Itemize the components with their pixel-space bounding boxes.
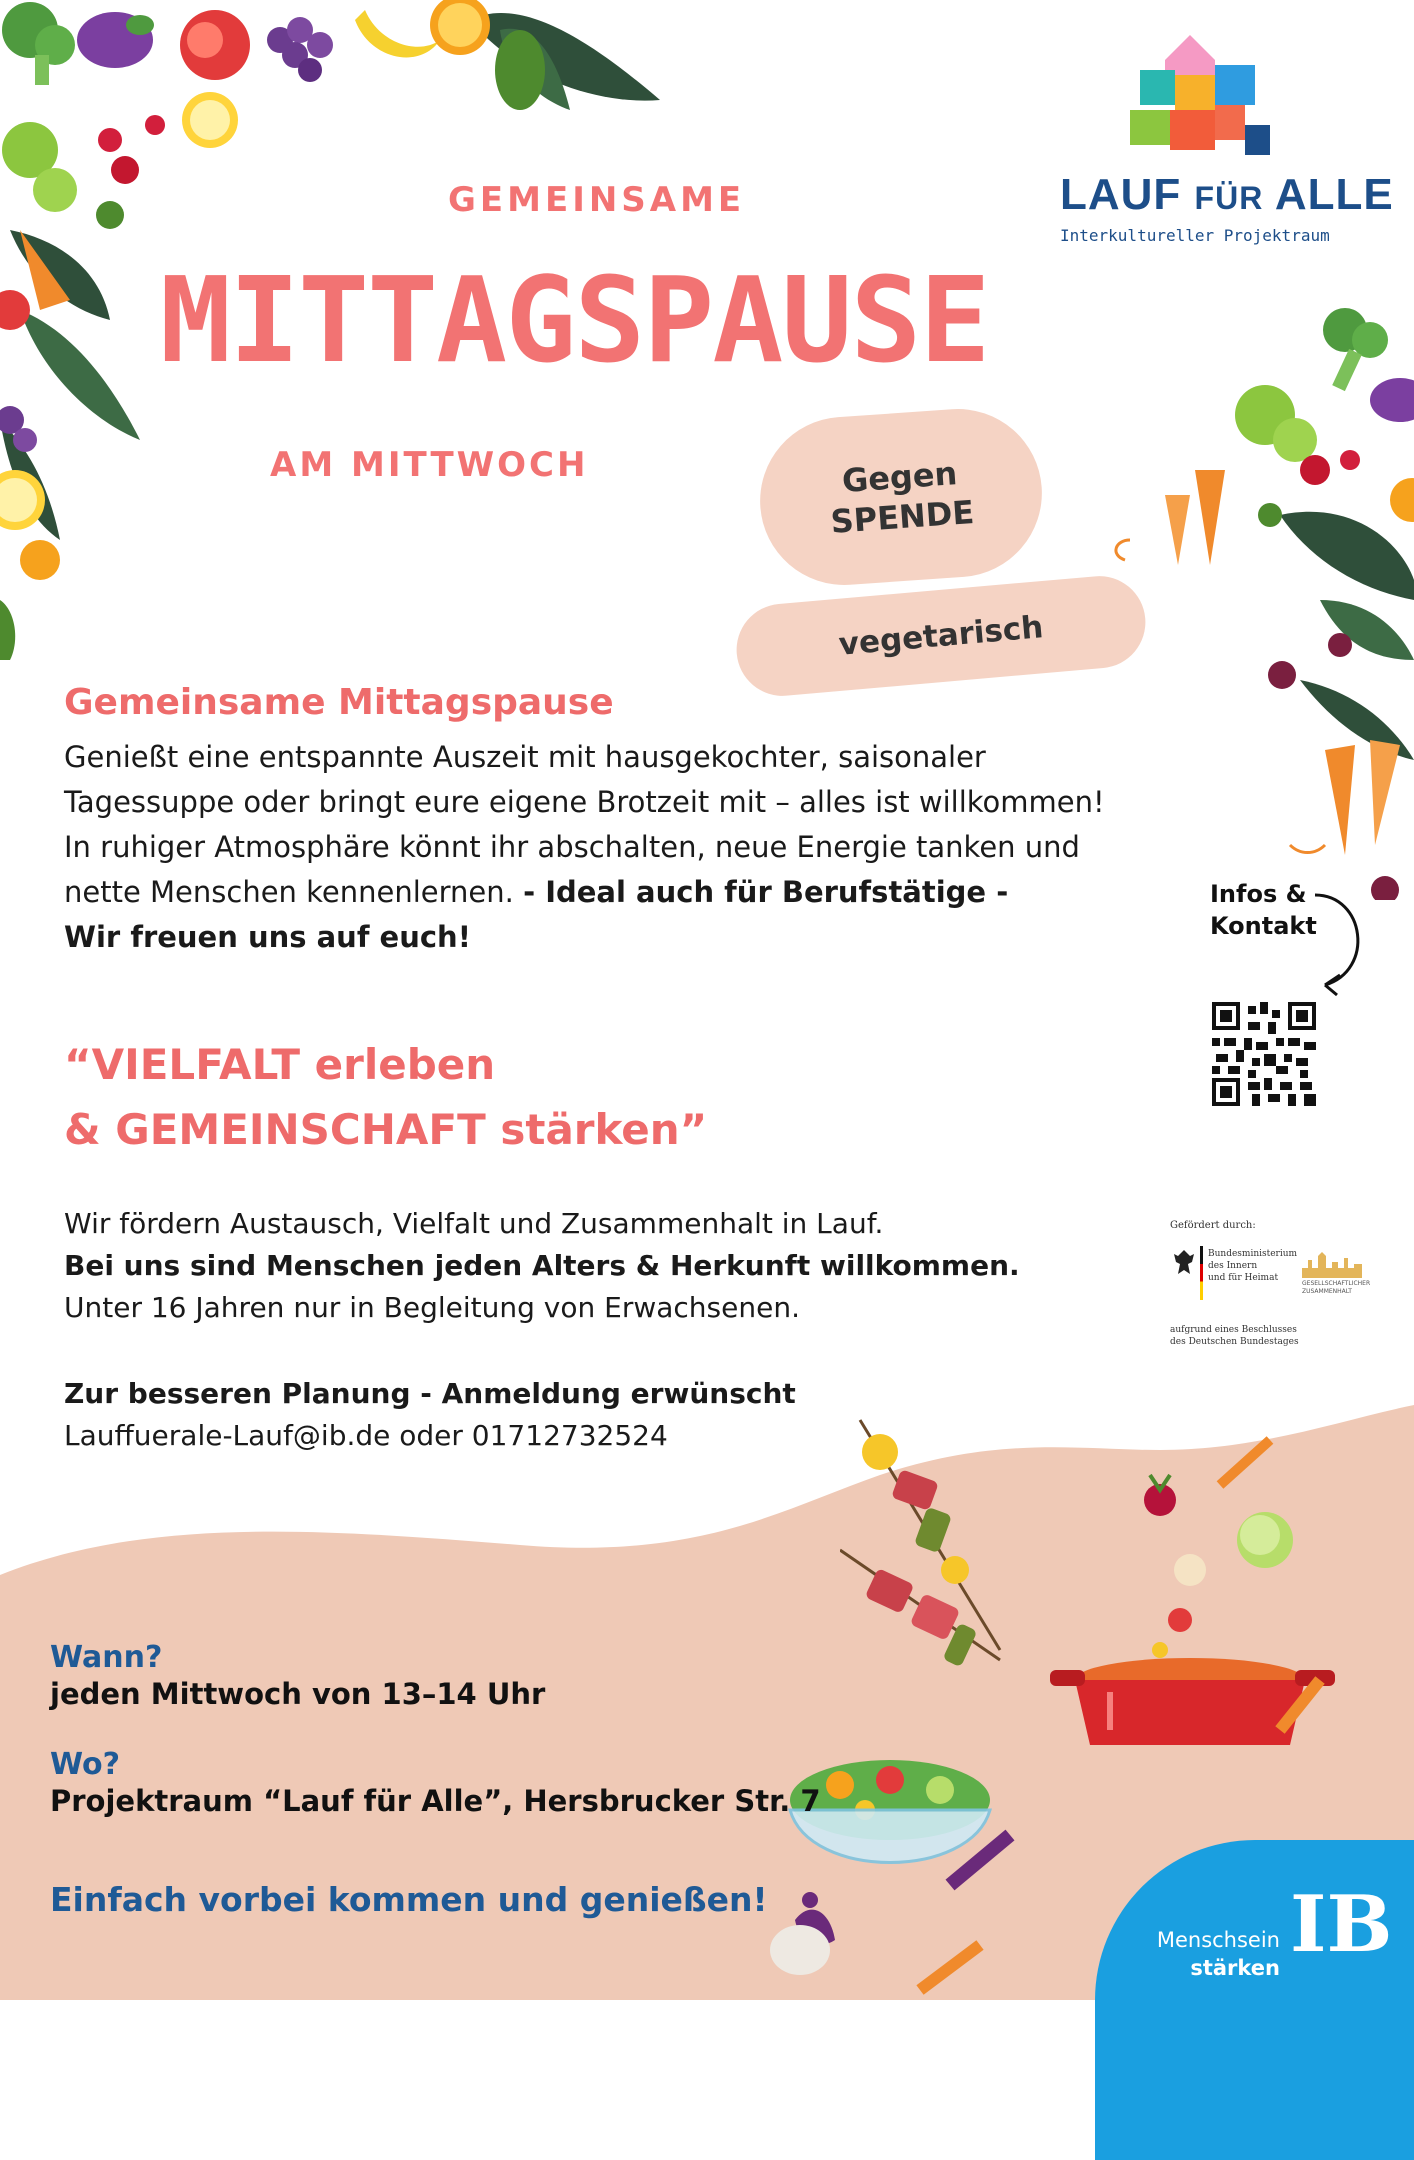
funder-block	[1170, 1220, 1370, 1350]
logo-tagline: Interkultureller Projektraum	[1060, 226, 1330, 245]
contact-label: Infos & Kontakt	[1210, 880, 1317, 940]
donation-line1: Gegen	[840, 454, 959, 501]
vegetarian-badge: vegetarisch	[733, 572, 1149, 699]
lauf-fuer-alle-logo	[1050, 30, 1394, 250]
registration-block: Zur besseren Planung - Anmeldung erwünscht Lauffuerale-Lauf@ib.de oder 01712732524	[64, 1373, 796, 1457]
intro-heading: Gemeinsame Mittagspause	[64, 682, 614, 723]
header-subtitle: AM MITTWOCH	[270, 445, 589, 485]
about-text: Wir fördern Austausch, Vielfalt und Zusammenhalt in Lauf. Bei uns sind Menschen jeden Alters & Herkunft willkommen. Unter 16 Jahren nur in Begleitung von Erwachsenen.	[64, 1207, 1020, 1324]
closing-line: Einfach vorbei kommen und genießen!	[50, 1880, 768, 1919]
donation-badge	[754, 403, 1047, 590]
federal-eagle-icon	[1172, 1248, 1196, 1278]
when-value: jeden Mittwoch von 13–14 Uhr	[50, 1677, 546, 1711]
curved-arrow-icon	[1305, 890, 1375, 1000]
logo-name: LAUF FÜR ALLE	[1060, 170, 1394, 219]
qr-code-icon[interactable]	[1212, 1002, 1316, 1106]
salad-bowl-icon	[750, 1740, 1130, 2000]
registration-contact[interactable]: Lauffuerale-Lauf@ib.de oder 01712732524	[64, 1419, 668, 1452]
cooking-pot-icon	[1050, 1430, 1340, 1750]
ib-logo: IB	[1290, 1879, 1393, 1970]
flag-stripe	[1200, 1246, 1203, 1300]
resolution-note: aufgrund eines Beschlusses des Deutschen Bundestages	[1170, 1325, 1299, 1347]
where-label: Wo?	[50, 1747, 121, 1782]
ministry-name: Bundesministerium des Innern und für Heimat	[1208, 1249, 1298, 1283]
motto-quote: “VIELFALT erleben & GEMEINSCHAFT stärken”	[64, 1040, 708, 1154]
header-kicker: GEMEINSAME	[448, 180, 746, 220]
when-label: Wann?	[50, 1640, 163, 1675]
ib-tagline: Menschsein stärken	[1156, 1928, 1280, 1980]
puzzle-house-icon	[1130, 30, 1280, 170]
donation-line2: SPENDE	[829, 492, 976, 541]
intro-text: Genießt eine entspannte Auszeit mit hausgekochter, saisonaler Tagessuppe oder bringt eure eigene Brotzeit mit – alles ist willkommen! In ruhiger Atmosphäre könnt ihr abschalten, neue Energie tanken und nette Menschen kennenlernen. - Ideal auch für Berufstätige - Wir freuen uns auf euch!	[64, 740, 1105, 954]
funder-intro: Gefördert durch:	[1170, 1220, 1256, 1231]
skyline-icon	[1302, 1250, 1362, 1278]
page-title: MITTAGSPAUSE	[160, 251, 989, 389]
where-value: Projektraum “Lauf für Alle”, Hersbrucker Str. 7	[50, 1784, 821, 1818]
program-name: GESELLSCHAFTLICHER ZUSAMMENHALT	[1302, 1280, 1371, 1295]
kebab-skewer-icon	[840, 1410, 1040, 1680]
